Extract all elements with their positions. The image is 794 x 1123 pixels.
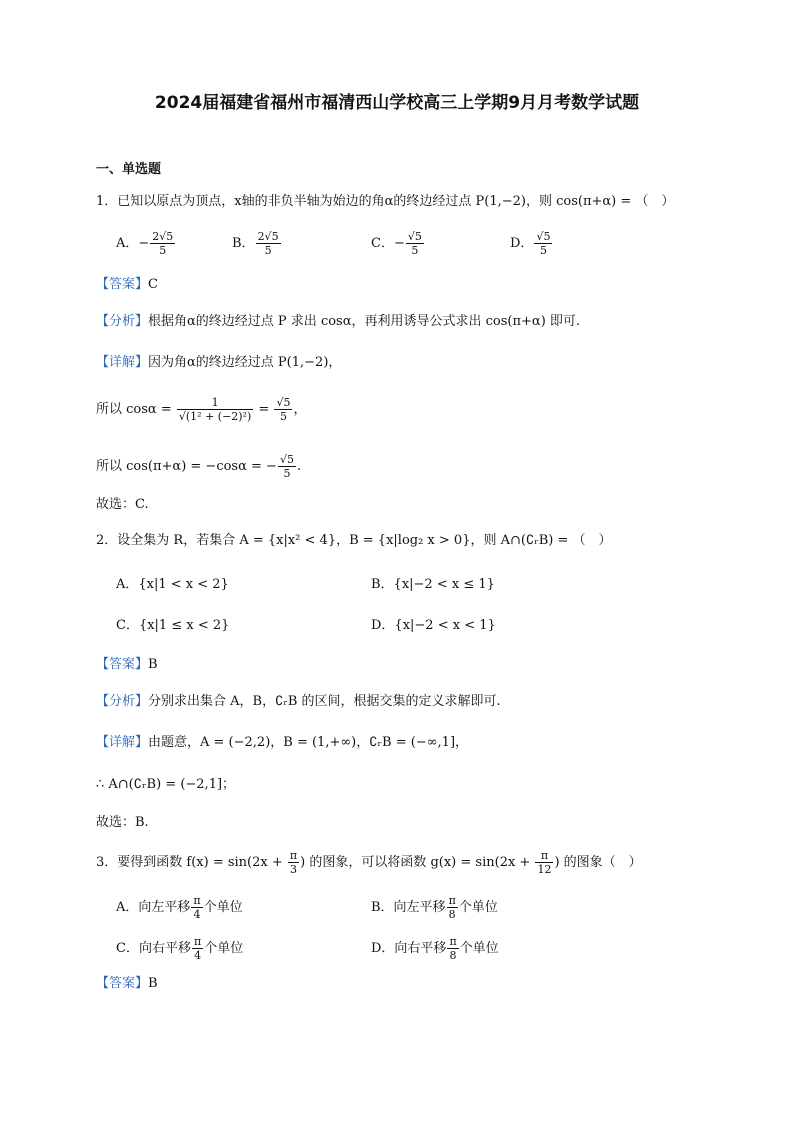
- section-heading: 一、单选题: [96, 162, 162, 177]
- denominator: 5: [264, 244, 272, 257]
- option-fraction: [150, 230, 175, 257]
- option-unit: 个单位: [204, 941, 244, 956]
- option-label: A．向左平移: [116, 900, 191, 915]
- q2-option-a: A．{x|1 < x < 2}: [116, 577, 229, 592]
- q1-option-d: [510, 230, 553, 257]
- numerator: π: [535, 849, 553, 863]
- q2-option-c: C．{x|1 ≤ x < 2}: [116, 618, 230, 633]
- denominator: 8: [449, 949, 457, 962]
- q1-analysis: [96, 313, 580, 331]
- detail-text: 因为角α的终边经过点 P(1,−2)，: [148, 355, 342, 370]
- option-unit: 个单位: [203, 900, 243, 915]
- option-fraction: [256, 230, 281, 257]
- option-label: C．向右平移: [116, 941, 191, 956]
- analysis-text: 根据角α的终边经过点 P 求出 cosα，再利用诱导公式求出 cos(π+α) 即可.: [148, 314, 581, 329]
- q2-option-d: D．{x|−2 < x < 1}: [371, 618, 496, 633]
- q2-derivation: ∴ A∩(∁ᵣB) = (−2,1]；: [96, 777, 236, 792]
- q2-stem: 2．设全集为 R，若集合 A = {x|x² < 4}，B = {x|log₂ x > 0}，则 A∩(∁ᵣB) = （ ）: [96, 533, 612, 548]
- option-label: B．: [232, 236, 255, 251]
- q3-option-a: [116, 894, 243, 921]
- analysis-text: 分别求出集合 A，B，∁ᵣB 的区间，根据交集的定义求解即可.: [148, 694, 501, 709]
- derivation-fraction: [274, 396, 292, 423]
- q1-answer: [96, 276, 158, 294]
- answer-tag: 【答案】: [96, 976, 149, 991]
- option-fraction: [447, 935, 458, 962]
- derivation-fraction: [177, 396, 253, 423]
- answer-value: B: [148, 976, 158, 991]
- q2-choose: 故选：B.: [96, 815, 149, 830]
- q3-answer: [96, 975, 158, 993]
- stem-fraction: [535, 849, 553, 876]
- q1-option-c: [371, 230, 425, 257]
- stem-fraction: [288, 849, 299, 876]
- derivation-fraction: [278, 453, 296, 480]
- option-label: C．: [371, 236, 394, 251]
- denominator: 8: [448, 908, 456, 921]
- numerator: √5: [407, 230, 422, 243]
- q3-option-d: [371, 935, 499, 962]
- q3-option-b: [371, 894, 498, 921]
- option-unit: 个单位: [459, 941, 499, 956]
- option-fraction: [447, 894, 458, 921]
- numerator: π: [448, 894, 456, 907]
- option-label: D．: [510, 236, 534, 251]
- numerator: 2√5: [257, 230, 279, 243]
- q1-choose: 故选：C.: [96, 497, 149, 512]
- answer-tag: 【答案】: [96, 277, 149, 292]
- derivation-text: 所以 cosα =: [96, 402, 176, 417]
- stem-text: ) 的图象，可以将函数 g(x) = sin(2x +: [300, 855, 535, 870]
- numerator: 2√5: [152, 230, 174, 243]
- option-fraction: [406, 230, 424, 257]
- q1-stem: 1．已知以原点为顶点，x轴的非负半轴为始边的角α的终边经过点 P(1,−2)，则 cos(π+α) = （ ）: [96, 194, 675, 209]
- equals-sign: =: [254, 402, 274, 417]
- denominator: √(1² + (−2)²): [178, 410, 252, 423]
- option-label: A．: [116, 236, 139, 251]
- numerator: π: [193, 935, 202, 948]
- numerator: √5: [279, 453, 294, 466]
- option-fraction: [191, 894, 202, 921]
- denominator: 3: [290, 863, 297, 876]
- q1-option-a: [116, 230, 176, 257]
- option-unit: 个单位: [458, 900, 498, 915]
- numerator: 1: [177, 396, 253, 410]
- numerator: π: [193, 894, 201, 907]
- document-title: 2024届福建省福州市福清西山学校高三上学期9月月考数学试题: [154, 93, 640, 113]
- q2-detail: [96, 734, 468, 752]
- q3-stem: [96, 849, 642, 876]
- denominator: 12: [537, 863, 552, 876]
- denominator: 5: [279, 410, 287, 423]
- numerator: π: [289, 849, 298, 862]
- denominator: 5: [283, 467, 291, 480]
- option-sign: −: [138, 236, 150, 251]
- denominator: 5: [411, 244, 419, 257]
- answer-value: B: [148, 657, 158, 672]
- q1-detail: [96, 354, 341, 372]
- detail-text: 由题意，A = (−2,2)，B = (1,+∞)，∁ᵣB = (−∞,1]，: [148, 735, 469, 750]
- denominator: 5: [159, 244, 167, 257]
- q2-analysis: [96, 693, 501, 711]
- option-fraction: [534, 230, 552, 257]
- analysis-tag: 【分析】: [96, 694, 149, 709]
- denominator: 4: [194, 949, 202, 962]
- detail-tag: 【详解】: [96, 355, 149, 370]
- derivation-punct: ，: [293, 402, 307, 417]
- stem-text: ) 的图象（ ）: [554, 855, 642, 870]
- q2-option-b: B．{x|−2 < x ≤ 1}: [371, 577, 495, 592]
- denominator: 5: [539, 244, 547, 257]
- answer-value: C: [148, 277, 158, 292]
- q1-option-b: [232, 230, 282, 257]
- option-label: D．向右平移: [371, 941, 447, 956]
- option-label: B．向左平移: [371, 900, 446, 915]
- option-sign: −: [393, 236, 405, 251]
- q3-option-c: [116, 935, 243, 962]
- q2-answer: [96, 656, 158, 674]
- numerator: π: [449, 935, 457, 948]
- answer-tag: 【答案】: [96, 657, 149, 672]
- option-fraction: [192, 935, 203, 962]
- stem-text: 3．要得到函数 f(x) = sin(2x +: [96, 855, 287, 870]
- analysis-tag: 【分析】: [96, 314, 149, 329]
- q1-derivation-1: [96, 396, 306, 423]
- numerator: √5: [536, 230, 551, 243]
- numerator: √5: [276, 396, 291, 409]
- denominator: 4: [193, 908, 201, 921]
- q1-derivation-2: [96, 453, 301, 480]
- derivation-text: 所以 cos(π+α) = −cosα = −: [96, 459, 277, 474]
- derivation-punct: .: [296, 459, 302, 474]
- detail-tag: 【详解】: [96, 735, 149, 750]
